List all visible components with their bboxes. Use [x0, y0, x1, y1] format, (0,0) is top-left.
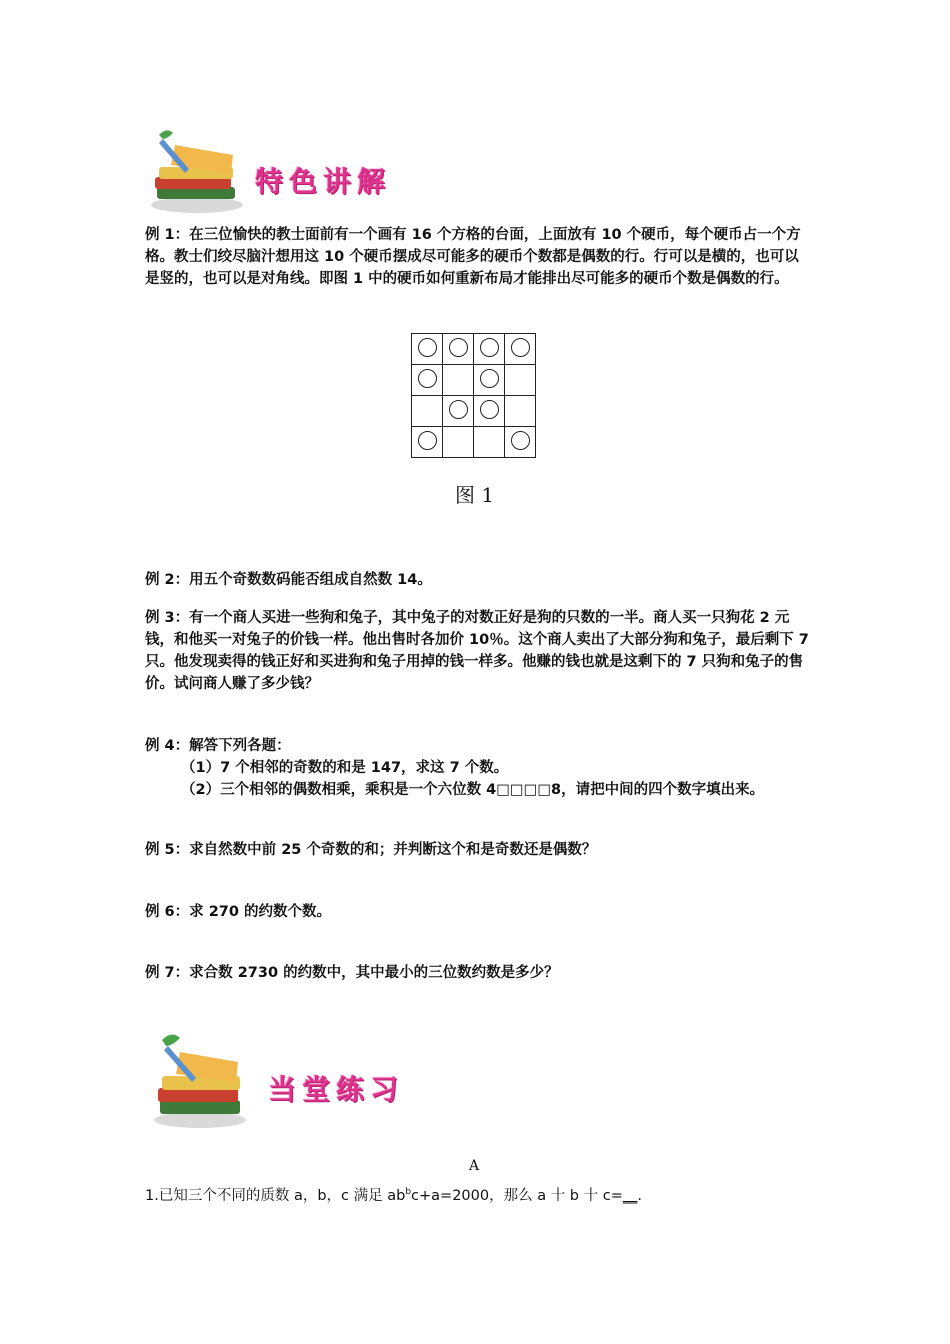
section-title-2: 当堂练习	[268, 1073, 405, 1106]
example-2-text: 用五个奇数数码能否组成自然数 14。	[189, 572, 432, 588]
grid-row	[412, 334, 536, 365]
example-6-text: 求 270 的约数个数。	[189, 904, 332, 920]
grid-cell	[412, 396, 443, 427]
example-4-sub-2: （2）三个相邻的偶数相乘，乘积是一个六位数 4□□□□8，请把中间的四个数字填出来。	[181, 782, 765, 798]
coin-icon	[480, 400, 499, 419]
q1-text-pre: 1.已知三个不同的质数 a，b，c 满足 ab	[145, 1187, 406, 1204]
q1-answer-blank[interactable]: __	[622, 1187, 638, 1204]
example-4-sub-1: （1）7 个相邻的奇数的和是 147，求这 7 个数。	[181, 760, 509, 776]
q1-superscript: b	[405, 1187, 412, 1197]
grid-row	[412, 396, 536, 427]
coin-icon	[449, 400, 468, 419]
grid-cell	[505, 365, 536, 396]
practice-question-1	[145, 1181, 845, 1207]
figure-1	[411, 333, 536, 458]
example-1	[145, 224, 810, 290]
coin-icon	[511, 431, 530, 450]
coin-icon	[511, 338, 530, 357]
example-3	[145, 607, 810, 695]
grid-cell	[505, 427, 536, 458]
grid-cell	[474, 396, 505, 427]
grid-row	[412, 427, 536, 458]
example-4-text: 解答下列各题：	[189, 738, 291, 754]
practice-level: A	[469, 1158, 480, 1174]
example-7-label: 例 7：	[145, 965, 190, 981]
example-3-text: 有一个商人买进一些狗和兔子，其中兔子的对数正好是狗的只数的一半。商人买一只狗花 2 元钱，和他买一对兔子的价钱一样。他出售时各加价 10％。这个商人卖出了大部分狗和兔子，最后剩下 7 只。他发现卖得的钱正好和买进狗和兔子用掉的钱一样多。他赚的钱也就是这剩下的 7 只狗和兔子的售价。试问商人赚了多少钱？	[145, 610, 809, 692]
grid-cell	[443, 427, 474, 458]
example-5	[145, 839, 810, 861]
grid-cell	[505, 396, 536, 427]
section-icon-1	[145, 125, 245, 215]
grid-cell	[443, 365, 474, 396]
example-6	[145, 901, 810, 923]
example-4-label: 例 4：	[145, 738, 190, 754]
grid-cell	[443, 334, 474, 365]
example-3-label: 例 3：	[145, 610, 190, 626]
grid-cell	[412, 427, 443, 458]
example-5-label: 例 5：	[145, 842, 190, 858]
example-6-label: 例 6：	[145, 904, 190, 920]
grid-cell	[505, 334, 536, 365]
example-7-text: 求合数 2730 的约数中，其中最小的三位数约数是多少？	[189, 965, 559, 981]
example-2-label: 例 2：	[145, 572, 190, 588]
example-7	[145, 962, 810, 984]
grid-cell	[474, 334, 505, 365]
coin-icon	[418, 338, 437, 357]
coin-icon	[418, 369, 437, 388]
example-4	[145, 735, 825, 801]
coin-grid	[411, 333, 536, 458]
coin-icon	[480, 369, 499, 388]
grid-row	[412, 365, 536, 396]
grid-cell	[474, 427, 505, 458]
grid-cell	[412, 334, 443, 365]
q1-end: .	[637, 1187, 642, 1204]
example-1-label: 例 1：	[145, 227, 190, 243]
grid-cell	[412, 365, 443, 396]
example-2	[145, 569, 810, 591]
section-icon-2	[150, 1030, 250, 1130]
figure-1-caption: 图 1	[455, 483, 495, 507]
coin-icon	[480, 338, 499, 357]
section-title-1: 特色讲解	[255, 165, 392, 198]
example-1-text: 在三位愉快的教士面前有一个画有 16 个方格的台面，上面放有 10 个硬币，每个硬币占一个方格。教士们绞尽脑汁想用这 10 个硬币摆成尽可能多的硬币个数都是偶数的行。行可以是横的，也可以是竖的，也可以是对角线。即图 1 中的硬币如何重新布局才能排出尽可能多的硬币个数是偶数的行。	[145, 227, 801, 287]
grid-cell	[443, 396, 474, 427]
example-5-text: 求自然数中前 25 个奇数的和；并判断这个和是奇数还是偶数？	[189, 842, 597, 858]
coin-icon	[418, 431, 437, 450]
coin-icon	[449, 338, 468, 357]
q1-text-post: c+a=2000，那么 a 十 b 十 c=	[411, 1187, 623, 1204]
grid-cell	[474, 365, 505, 396]
